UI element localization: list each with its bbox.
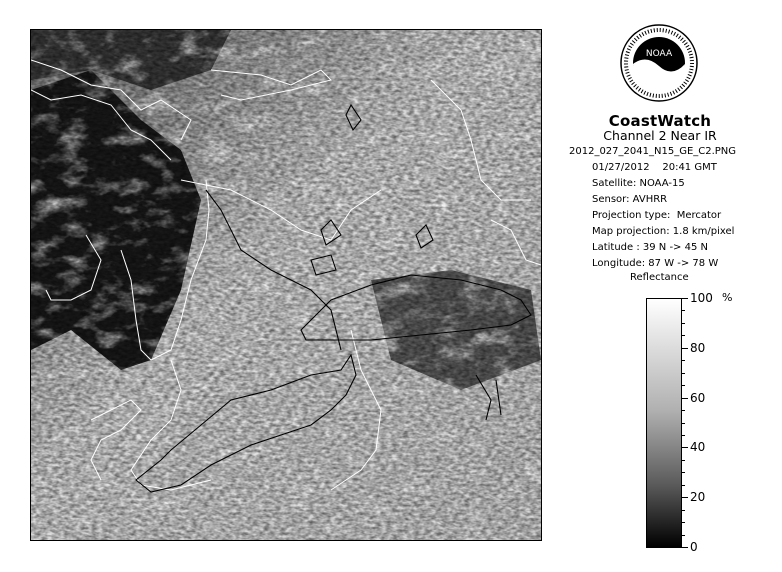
logo-text: NOAA [645, 49, 673, 59]
satellite-label: Satellite: NOAA-15 [592, 178, 685, 189]
sensor-label: Sensor: AVHRR [592, 194, 668, 205]
noaa-logo-icon [620, 24, 698, 102]
channel-label: Channel 2 Near IR [603, 128, 717, 143]
app-title: CoastWatch [608, 112, 712, 130]
colorbar-tick [682, 373, 685, 374]
colorbar-tick [682, 298, 688, 299]
colorbar-tick [682, 435, 685, 436]
colorbar-tick [682, 310, 685, 311]
colorbar-tick [682, 510, 685, 511]
longitude-range: Longitude: 87 W -> 78 W [592, 258, 719, 269]
colorbar-tick [682, 547, 688, 548]
colorbar-tick [682, 398, 688, 399]
colorbar-tick [682, 522, 685, 523]
colorbar-legend [646, 298, 682, 548]
colorbar-tick [682, 423, 685, 424]
colorbar-tick-label: 0 [690, 540, 698, 554]
colorbar-tick [682, 497, 688, 498]
colorbar-title: Reflectance [630, 272, 689, 283]
colorbar-tick [682, 460, 685, 461]
date-time: 01/27/2012 20:41 GMT [592, 162, 717, 173]
colorbar-tick [682, 447, 688, 448]
colorbar-tick [682, 485, 685, 486]
colorbar-tick [682, 385, 685, 386]
latitude-range: Latitude : 39 N -> 45 N [592, 242, 708, 253]
colorbar-tick [682, 410, 685, 411]
colorbar-tick-label: 80 [690, 340, 706, 355]
map-projection: Map projection: 1.8 km/pixel [592, 226, 735, 237]
colorbar-tick [682, 348, 688, 349]
colorbar-tick [682, 360, 685, 361]
colorbar-tick-label: 100 [690, 291, 713, 305]
projection-type: Projection type: Mercator [592, 210, 722, 221]
colorbar-tick [682, 323, 685, 324]
file-name: 2012_027_2041_N15_GE_C2.PNG [569, 146, 737, 157]
colorbar-tick-label: 40 [690, 440, 706, 455]
colorbar-tick [682, 335, 685, 336]
colorbar-tick [682, 535, 685, 536]
colorbar-tick [682, 472, 685, 473]
colorbar-tick-label: 60 [690, 390, 706, 405]
satellite-map [30, 29, 542, 541]
colorbar-unit: % [722, 291, 733, 304]
colorbar-tick-label: 20 [690, 490, 706, 505]
